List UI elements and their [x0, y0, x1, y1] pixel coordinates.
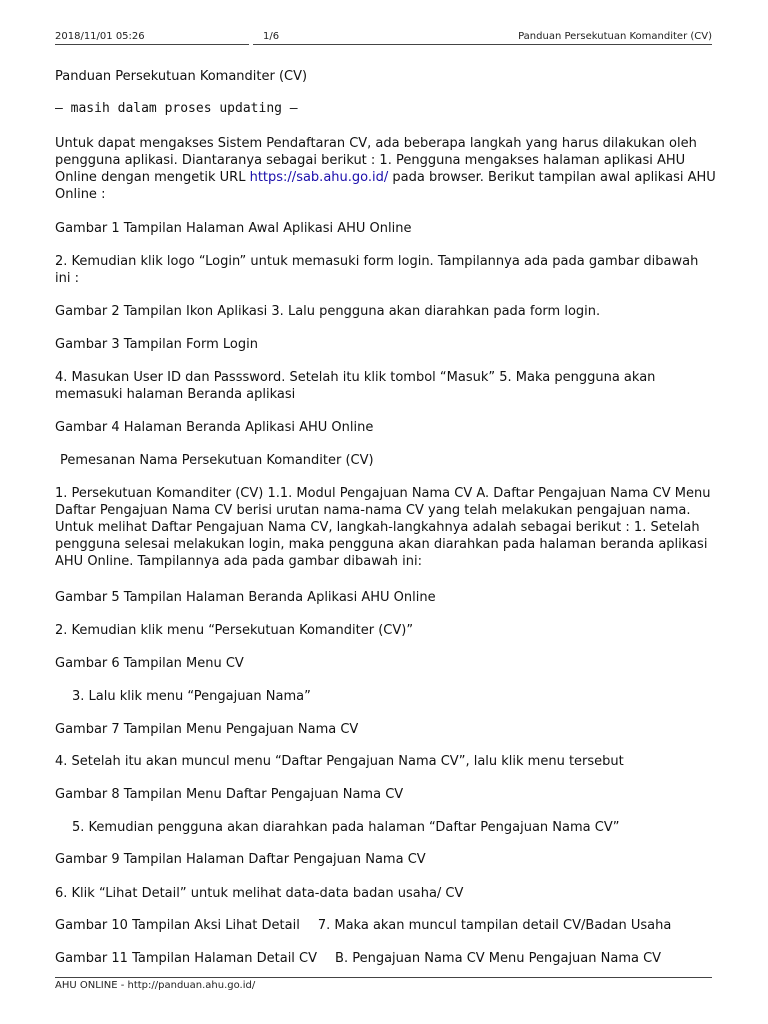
step-5-paragraph: 5. Kemudian pengguna akan diarahkan pada halaman “Daftar Pengajuan Nama CV”: [72, 820, 620, 835]
caption-gambar-2: Gambar 2 Tampilan Ikon Aplikasi 3. Lalu pengguna akan diarahkan pada form login.: [55, 304, 601, 319]
section-b-text: B. Pengajuan Nama CV Menu Pengajuan Nama CV: [335, 951, 662, 966]
step-7-text: 7. Maka akan muncul tampilan detail CV/Badan Usaha: [317, 918, 672, 933]
step-4-paragraph: 4. Masukan User ID dan Passsword. Setelah itu klik tombol “Masuk” 5. Maka pengguna akan memasuki halaman Beranda aplikasi: [55, 370, 656, 402]
step-4b-paragraph: 4. Setelah itu akan muncul menu “Daftar Pengajuan Nama CV”, lalu klik menu tersebut: [55, 754, 624, 769]
caption-gambar-10: Gambar 10 Tampilan Aksi Lihat Detail: [55, 918, 300, 933]
caption-gambar-8: Gambar 8 Tampilan Menu Daftar Pengajuan Nama CV: [55, 787, 404, 802]
caption-gambar-3: Gambar 3 Tampilan Form Login: [55, 337, 258, 352]
document-subtitle: – masih dalam proses updating –: [55, 101, 298, 116]
step-3-paragraph: 3. Lalu klik menu “Pengajuan Nama”: [72, 689, 311, 704]
header-doc-title: Panduan Persekutuan Komanditer (CV): [518, 31, 712, 42]
step-2-paragraph: 2. Kemudian klik logo “Login” untuk memasuki form login. Tampilannya ada pada gambar dibawah ini :: [55, 254, 699, 286]
caption-gambar-10-row: [55, 917, 717, 934]
caption-gambar-9: Gambar 9 Tampilan Halaman Daftar Pengajuan Nama CV: [55, 852, 426, 867]
intro-paragraph: [55, 135, 717, 203]
caption-gambar-7: Gambar 7 Tampilan Menu Pengajuan Nama CV: [55, 722, 359, 737]
header-divider-left: [55, 44, 249, 45]
header-divider-right: [253, 44, 712, 45]
header-page-number: 1/6: [263, 31, 280, 42]
caption-gambar-4: Gambar 4 Halaman Beranda Aplikasi AHU Online: [55, 420, 374, 435]
header-timestamp: 2018/11/01 05:26: [55, 31, 145, 42]
modul-paragraph: 1. Persekutuan Komanditer (CV) 1.1. Modul Pengajuan Nama CV A. Daftar Pengajuan Nama CV Menu Daftar Pengajuan Nama CV berisi urutan nama-nama CV yang telah melakukan pengajuan nama. Untuk melihat Daftar Pengajuan Nama CV, langkah-langkahnya adalah sebagai berikut : 1. Setelah pengguna selesai melakukan login, maka pengguna akan diarahkan pada halaman beranda aplikasi AHU Online. Tampilannya ada pada gambar dibawah ini:: [55, 486, 711, 569]
caption-gambar-11-row: [55, 950, 717, 967]
section-heading: Pemesanan Nama Persekutuan Komanditer (CV): [60, 453, 374, 468]
intro-text-before: Untuk dapat mengakses Sistem Pendaftaran CV, ada beberapa langkah yang harus dilakukan oleh pengguna aplikasi. Diantaranya sebagai berikut : 1. Pengguna mengakses halaman aplikasi AHU Online dengan mengetik URL: [55, 136, 697, 185]
caption-gambar-5: Gambar 5 Tampilan Halaman Beranda Aplikasi AHU Online: [55, 590, 436, 605]
step-2b-paragraph: 2. Kemudian klik menu “Persekutuan Komanditer (CV)”: [55, 623, 414, 638]
caption-gambar-11: Gambar 11 Tampilan Halaman Detail CV: [55, 951, 318, 966]
footer-text: AHU ONLINE - http://panduan.ahu.go.id/: [55, 980, 256, 991]
intro-text-after: pada browser. Berikut tampilan awal aplikasi AHU Online :: [55, 170, 716, 202]
step-6-paragraph: 6. Klik “Lihat Detail” untuk melihat data-data badan usaha/ CV: [55, 886, 464, 901]
footer-divider: [55, 977, 712, 978]
caption-gambar-1: Gambar 1 Tampilan Halaman Awal Aplikasi AHU Online: [55, 221, 412, 236]
document-title: Panduan Persekutuan Komanditer (CV): [55, 69, 308, 84]
ahu-online-link[interactable]: https://sab.ahu.go.id/: [249, 170, 389, 185]
caption-gambar-6: Gambar 6 Tampilan Menu CV: [55, 656, 244, 671]
